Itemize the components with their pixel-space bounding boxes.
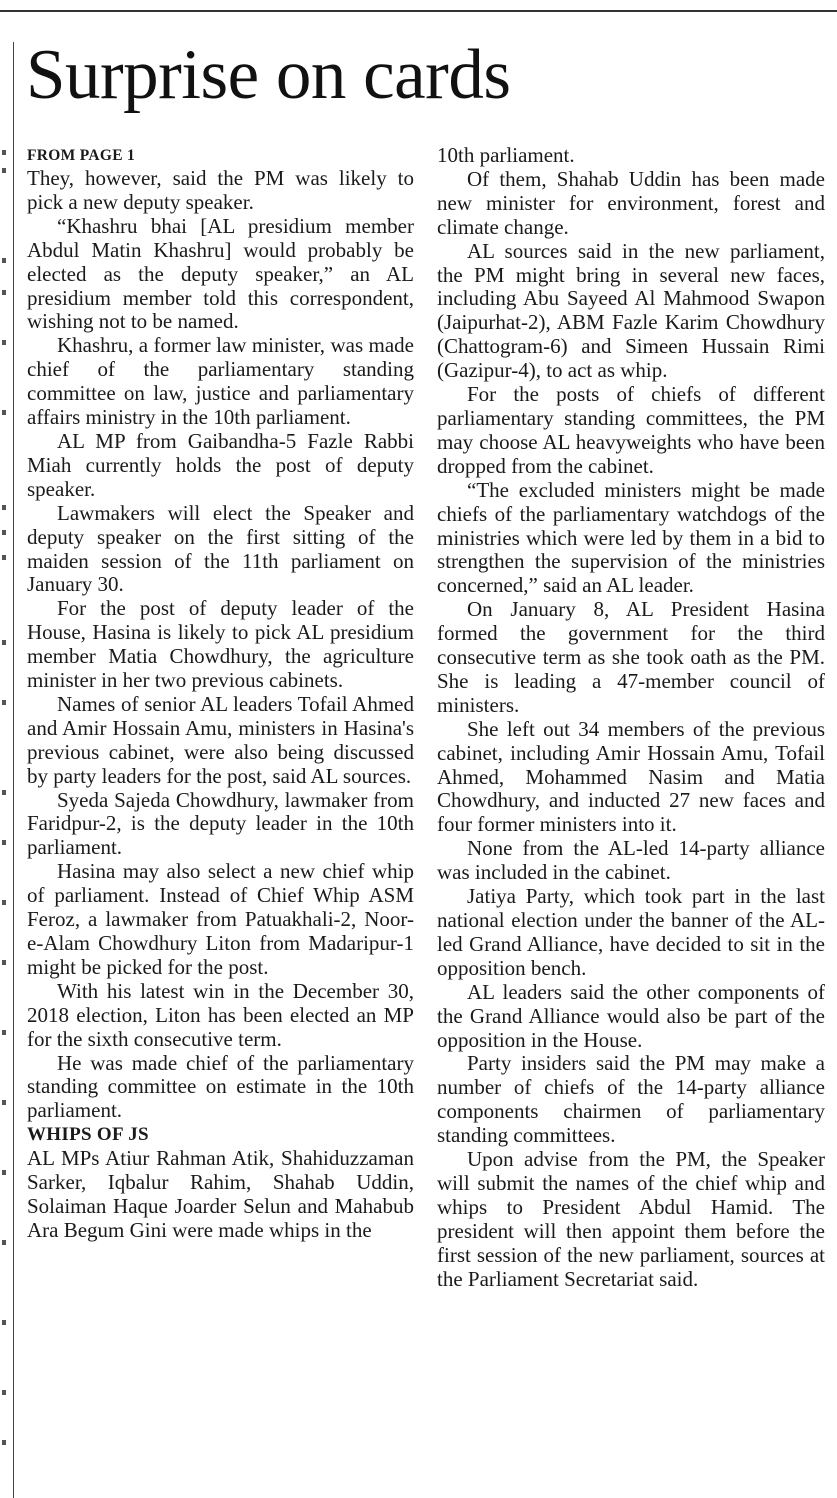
paragraph: AL sources said in the new parliament, the PM might bring in several new faces, including Abu Sayeed Al Mahmood Swapon (Jaipurhat-2), ABM Fazle Karim Chowdhury (Chattogram-6) and Simeen Hussain Rimi (Gazipur-4), to act as whip. — [437, 238, 825, 383]
paragraph: Hasina may also select a new chief whip of parliament. Instead of Chief Whip ASM Feroz, a lawmaker from Patuakhali-2, Noor-e-Alam Chowdhury Liton from Madaripur-1 might be picked for the post. — [27, 859, 414, 979]
paragraph: She left out 34 members of the previous cabinet, including Amir Hossain Amu, Tofail Ahmed, Mohammed Nasim and Matia Chowdhury, and inducted 27 new faces and four former ministers into it. — [437, 716, 825, 837]
paragraph: On January 8, AL President Hasina formed the government for the third consecutive term as she took oath as the PM. She is leading a 47-member council of ministers. — [437, 597, 825, 717]
paragraph: None from the AL-led 14-party alliance was included in the cabinet. — [437, 836, 825, 885]
paragraph: Party insiders said the PM may make a number of chiefs of the 14-party alliance components chairmen of parliamentary standing committees. — [437, 1051, 825, 1148]
paragraph: Jatiya Party, which took part in the last national election under the banner of the AL-led Grand Alliance, have decided to sit in the opposition bench. — [437, 884, 825, 980]
paragraph: AL MPs Atiur Rahman Atik, Shahiduzzaman Sarker, Iqbalur Rahim, Shahab Uddin, Solaiman Haque Joarder Selun and Mahabub Ara Begum Gini were made whips in the — [27, 1146, 414, 1242]
paragraph: He was made chief of the parliamentary standing committee on estimate in the 10th parliament. — [27, 1050, 414, 1123]
paragraph: AL leaders said the other components of the Grand Alliance would also be part of the opposition in the House. — [437, 979, 825, 1052]
paragraph: Of them, Shahab Uddin has been made new minister for environment, forest and climate change. — [437, 166, 825, 239]
paragraph: “The excluded ministers might be made chiefs of the parliamentary watchdogs of the ministries which were led by them in a bid to strengthen the supervision of the ministries concerned,” said an AL leader. — [437, 477, 825, 598]
paragraph: Syeda Sajeda Chowdhury, lawmaker from Faridpur-2, is the deputy leader in the 10th parliament. — [27, 787, 414, 860]
paragraph: “Khashru bhai [AL presidium member Abdul Matin Khashru] would probably be elected as the deputy speaker,” an AL presidium member told this correspondent, wishing not to be named. — [27, 213, 414, 334]
column-margin-rule — [13, 42, 14, 1498]
continuation-kicker: FROM PAGE 1 — [27, 147, 136, 164]
article-column-left — [27, 144, 414, 1243]
paragraph: Lawmakers will elect the Speaker and deputy speaker on the first sitting of the maiden session of the 11th parliament on January 30. — [27, 500, 414, 597]
paragraph: Khashru, a former law minister, was made chief of the parliamentary standing committee on law, justice and parliamentary affairs ministry in the 10th parliament. — [27, 333, 414, 430]
section-subhead: WHIPS OF JS — [27, 1124, 149, 1146]
headline: Surprise on cards — [26, 36, 511, 114]
paragraph: Upon advise from the PM, the Speaker will submit the names of the chief whip and whips to President Abdul Hamid. The president will then appoint them before the first session of the new parliament, sources at the Parliament Secretariat said. — [437, 1147, 825, 1291]
top-rule — [0, 10, 837, 12]
paragraph: For the post of deputy leader of the House, Hasina is likely to pick AL presidium member Matia Chowdhury, the agriculture minister in her two previous cabinets. — [27, 596, 414, 693]
paragraph: AL MP from Gaibandha-5 Fazle Rabbi Miah currently holds the post of deputy speaker. — [27, 428, 414, 501]
adjacent-page-edge-marks — [0, 140, 8, 1480]
paragraph: They, however, said the PM was likely to pick a new deputy speaker. — [27, 166, 414, 214]
paragraph: With his latest win in the December 30, 2018 election, Liton has been elected an MP for the sixth consecutive term. — [27, 978, 414, 1051]
paragraph: 10th parliament. — [437, 143, 575, 167]
paragraph: Names of senior AL leaders Tofail Ahmed and Amir Hossain Amu, ministers in Hasina's previous cabinet, were also being discussed by party leaders for the post, said AL sources. — [27, 691, 414, 788]
article-column-right — [437, 144, 825, 1292]
paragraph: For the posts of chiefs of different parliamentary standing committees, the PM may choose AL heavyweights who have been dropped from the cabinet. — [437, 382, 825, 478]
